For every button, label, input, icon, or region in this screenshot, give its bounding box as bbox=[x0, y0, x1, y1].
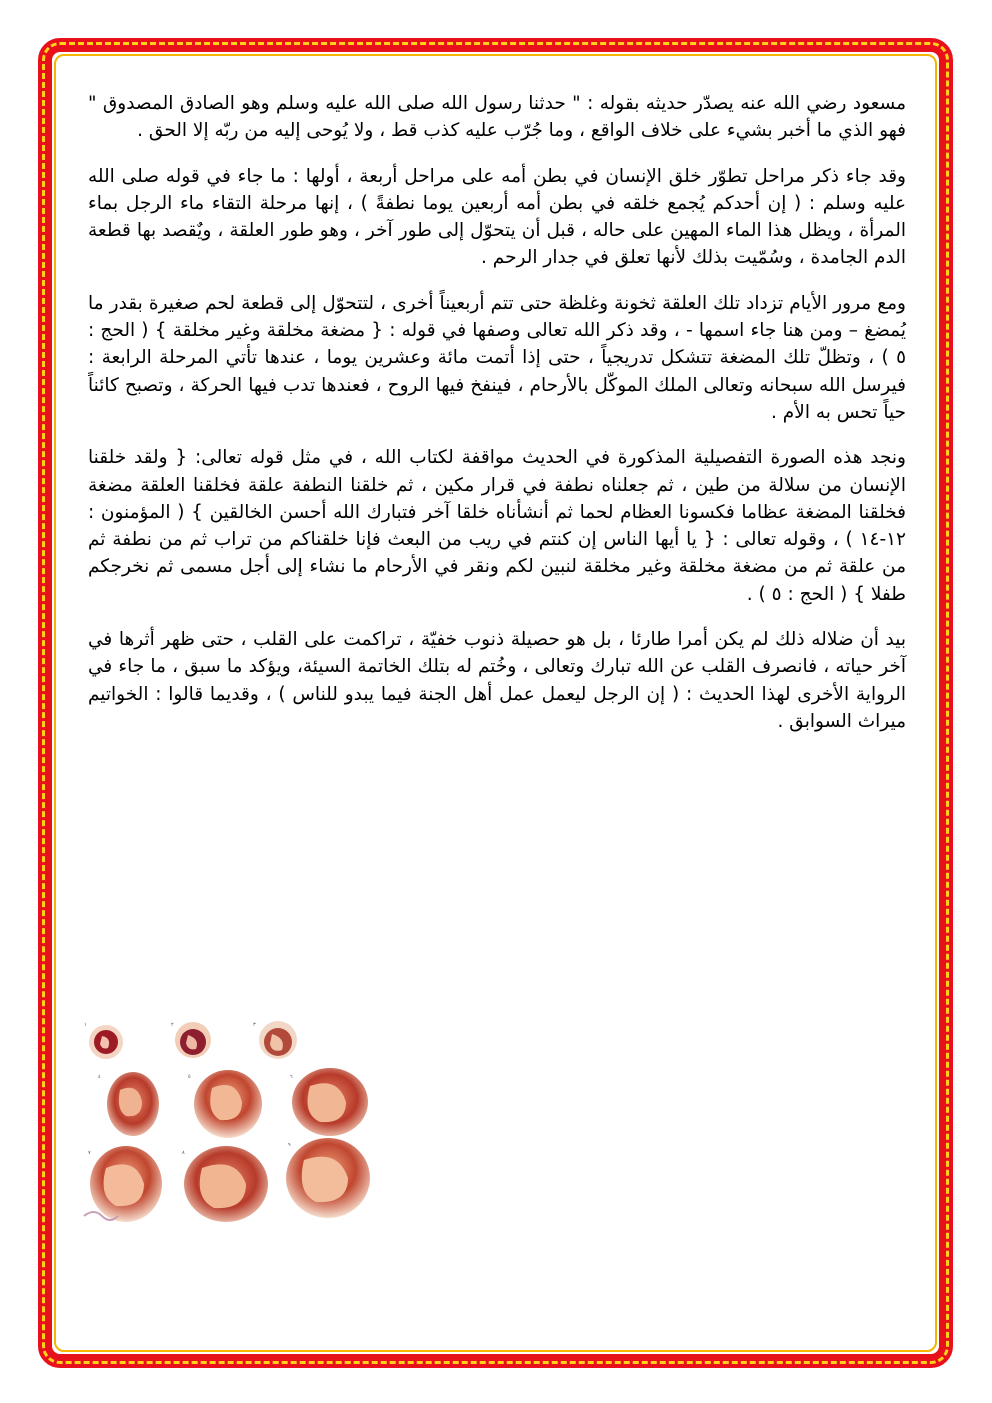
paragraph-1: مسعود رضي الله عنه يصدّر حديثه بقوله : " حدثنا رسول الله صلى الله عليه وسلم وهو الصادق المصدوق " فهو الذي ما أخبر بشيء على خلاف الواقع ، وما جُرّب عليه كذب قط ، ولا يُوحى إليه من ربّه إلا الحق . bbox=[88, 93, 906, 142]
svg-text:١: ١ bbox=[84, 1022, 87, 1028]
stage-1 bbox=[84, 1022, 123, 1059]
stage-2 bbox=[171, 1022, 211, 1058]
stage-4 bbox=[98, 1072, 159, 1136]
svg-text:٥: ٥ bbox=[188, 1074, 191, 1080]
stage-9 bbox=[286, 1138, 370, 1218]
paragraph-3: ومع مرور الأيام تزداد تلك العلقة ثخونة وغلظة حتى تتم أربعيناً أخرى ، لتتحوّل إلى قطعة لحم صغيرة بقدر ما يُمضغ – ومن هنا جاء اسمها - ، وقد ذكر الله تعالى وصفها في قوله : { مضغة مخلقة وغير مخلقة } ( الحج : ٥ ) ، وتظلّ تلك المضغة تتشكل تدريجياً ، حتى إذا أتمت مائة وعشرين يوما ، عندها تأتي المرحلة الرابعة : فيرسل الله سبحانه وتعالى الملك الموكّل بالأرحام ، فينفخ فيها الروح ، فعندها تدب فيها الحركة ، وتصبح كائناً حياً تحس به الأم . bbox=[88, 292, 906, 423]
fetal-development-image bbox=[78, 1020, 380, 1230]
paragraph-4: ونجد هذه الصورة التفصيلية المذكورة في الحديث مواقفة لكتاب الله ، في مثل قوله تعالى: { ولقد خلقنا الإنسان من سلالة من طين ، ثم جعلناه نطفة في قرار مكين ، ثم خلقنا النطفة علقة فخلقنا العلقة مضغة فخلقنا المضغة عظاما فكسونا العظام لحما ثم أنشأناه خلقا آخر فتبارك الله أحسن الخالقين } ( المؤمنون : ١٢-١٤ ) ، وقوله تعالى : { يا أيها الناس إن كنتم في ريب من البعث فإنا خلقناكم من تراب ثم من نطفة ثم من علقة ثم من مضغة مخلقة وغير مخلقة لنبين لكم ونقر في الأرحام ما نشاء إلى أجل مسمى ثم نخرجكم طفلا } ( الحج : ٥ ) . bbox=[88, 447, 906, 605]
svg-text:٩: ٩ bbox=[288, 1142, 291, 1148]
paragraph-2: وقد جاء ذكر مراحل تطوّر خلق الإنسان في بطن أمه على مراحل أربعة ، أولها : ما جاء في قوله صلى الله عليه وسلم : ( إن أحدكم يُجمع خلقه في بطن أمه أربعين يوما نطفةً ) ، إنها مرحلة التقاء ماء الرجل بماء المرأة ، ويظل هذا الماء المهين على حاله ، قبل أن يتحوّل إلى طور آخر ، وهو طور العلقة ، ويٌقصد بها قطعة الدم الجامدة ، وسُمّيت بذلك لأنها تعلق في جدار الرحم . bbox=[88, 165, 906, 269]
svg-text:٧: ٧ bbox=[88, 1150, 91, 1156]
article-body bbox=[88, 90, 906, 753]
svg-text:٢: ٢ bbox=[171, 1022, 174, 1028]
stage-6 bbox=[290, 1068, 368, 1136]
svg-text:٨: ٨ bbox=[182, 1150, 185, 1156]
stage-5 bbox=[188, 1070, 262, 1138]
paragraph-5: بيد أن ضلاله ذلك لم يكن أمرا طارئا ، بل هو حصيلة ذنوب خفيّة ، تراكمت على القلب ، حتى ظهر أثرها في آخر حياته ، فانصرف القلب عن الله تبارك وتعالى ، وخُتم له بتلك الخاتمة السيئة، ويؤكد ما سبق ، ما جاء في الرواية الأخرى لهذا الحديث : ( إن الرجل ليعمل عمل أهل الجنة فيما يبدو للناس ) ، وقديما قالوا : الخواتيم ميراث السوابق . bbox=[88, 629, 906, 732]
stage-3 bbox=[253, 1021, 297, 1059]
stage-8 bbox=[182, 1146, 268, 1222]
stage-7 bbox=[88, 1146, 162, 1222]
svg-text:٦: ٦ bbox=[290, 1074, 293, 1080]
svg-text:٣: ٣ bbox=[253, 1022, 256, 1028]
svg-text:٤: ٤ bbox=[98, 1074, 101, 1080]
fetal-development-icon bbox=[78, 1020, 380, 1230]
